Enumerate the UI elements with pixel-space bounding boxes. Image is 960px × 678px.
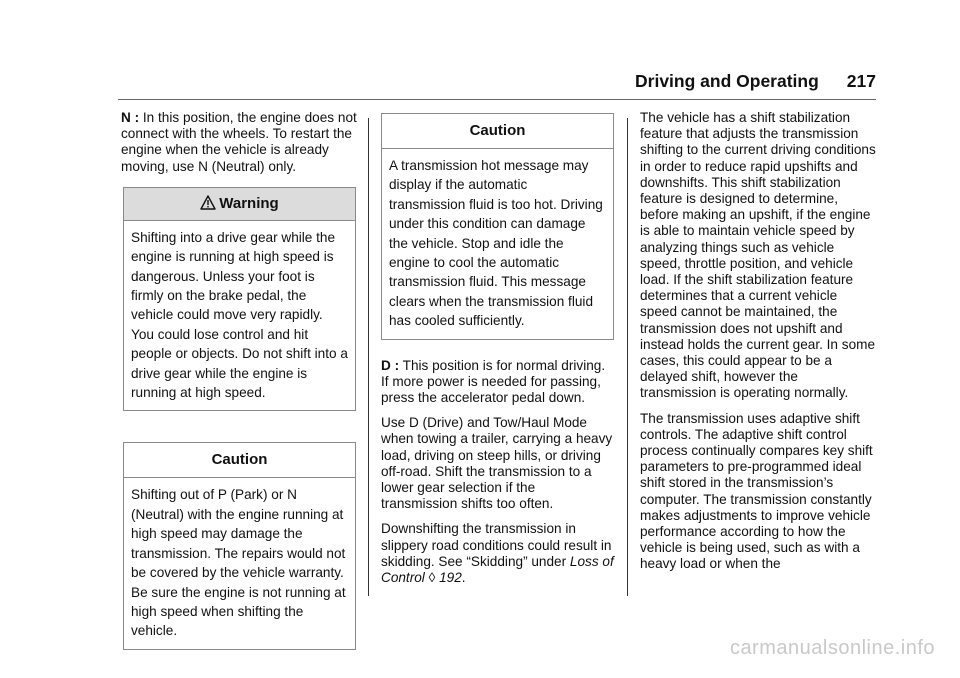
warning-title: Warning [219, 194, 279, 212]
column-divider-right [627, 118, 628, 596]
column-middle [381, 113, 615, 595]
drive-paragraph [381, 358, 615, 407]
downshift-end: . [461, 570, 466, 586]
neutral-paragraph [121, 110, 357, 175]
watermark-text: carmanualsonline.info [729, 637, 935, 659]
middle-text [381, 358, 615, 587]
page-number: 217 [846, 71, 876, 91]
column-divider-left [368, 118, 369, 596]
caution-box-right [381, 113, 614, 340]
downshift-paragraph [381, 521, 615, 586]
page-reference-symbol: ◊ [428, 570, 436, 586]
header-rule [118, 99, 876, 100]
running-header [600, 70, 876, 92]
drive-text: This position is for normal driving. If more power is needed for passing, press the accelerator pedal down. [381, 357, 606, 406]
neutral-lead: N : [121, 110, 140, 125]
caution-body-right: A transmission hot message may display if the automatic transmission fluid is too hot. Driving under this condition can damage the vehicle. Stop and idle the engine to cool the automatic transmission fluid. This message clears when the transmission fluid has cooled sufficiently. [389, 158, 603, 329]
page-reference-number[interactable]: 192 [439, 570, 462, 586]
neutral-text: In this position, the engine does not connect with the wheels. To restart the engine when the vehicle is already moving, use N (Neutral) only. [121, 110, 357, 174]
adaptive-shift-paragraph: The transmission uses adaptive shift controls. The adaptive shift control process continually compares key shift parameters to pre-programmed ideal shift stored in the transmission’s computer. The transmission constantly makes adjustments to improve vehicle performance according to how the vehicle is being used, such as with a heavy load or when the [640, 410, 873, 572]
warning-box [123, 187, 356, 412]
caution-body-left: Shifting out of P (Park) or N (Neutral) with the engine running at high speed may damage the transmission. The repairs would not be covered by the vehicle warranty. Be sure the engine is not running at high speed when shifting the vehicle. [131, 487, 346, 639]
section-title: Driving and Operating [635, 71, 819, 91]
column-left [121, 110, 357, 650]
drive-lead: D : [381, 357, 400, 373]
loss-of-control-reference[interactable]: Loss of Control [381, 553, 614, 586]
tow-haul-paragraph: Use D (Drive) and Tow/Haul Mode when towing a trailer, carrying a heavy load, driving on steep hills, or driving off-road. Shift the transmission to a lower gear selection if the transmission shifts too often. [381, 415, 613, 512]
caution-header-left: Caution [124, 443, 355, 478]
shift-stabilization-paragraph: The vehicle has a shift stabilization feature that adjusts the transmission shifting to the current driving conditions in order to reduce rapid upshifts and downshifts. This shift stabilization feature is designed to determine, before making an upshift, if the engine is able to maintain vehicle speed by analyzing things such as vehicle speed, throttle position, and vehicle load. If the shift stabilization feature determines that a current vehicle speed cannot be maintained, the transmission does not upshift and instead holds the current gear. In some cases, this could appear to be a delayed shift, however the transmission is operating normally. [640, 110, 876, 401]
warning-triangle-icon [200, 190, 216, 222]
column-right [640, 110, 876, 582]
caution-box-left [123, 442, 356, 649]
warning-header [124, 188, 355, 221]
warning-body: Shifting into a drive gear while the engine is running at high speed is dangerous. Unless your foot is firmly on the brake pedal, the vehicle could move very rapidly. You could lose control and hit people or objects. Do not shift into a drive gear while the engine is running at high speed. [131, 229, 348, 401]
downshift-text: Downshifting the transmission in slippery road conditions could result in skidding. See “Skidding” under [381, 521, 612, 569]
caution-header-right: Caution [382, 114, 613, 149]
